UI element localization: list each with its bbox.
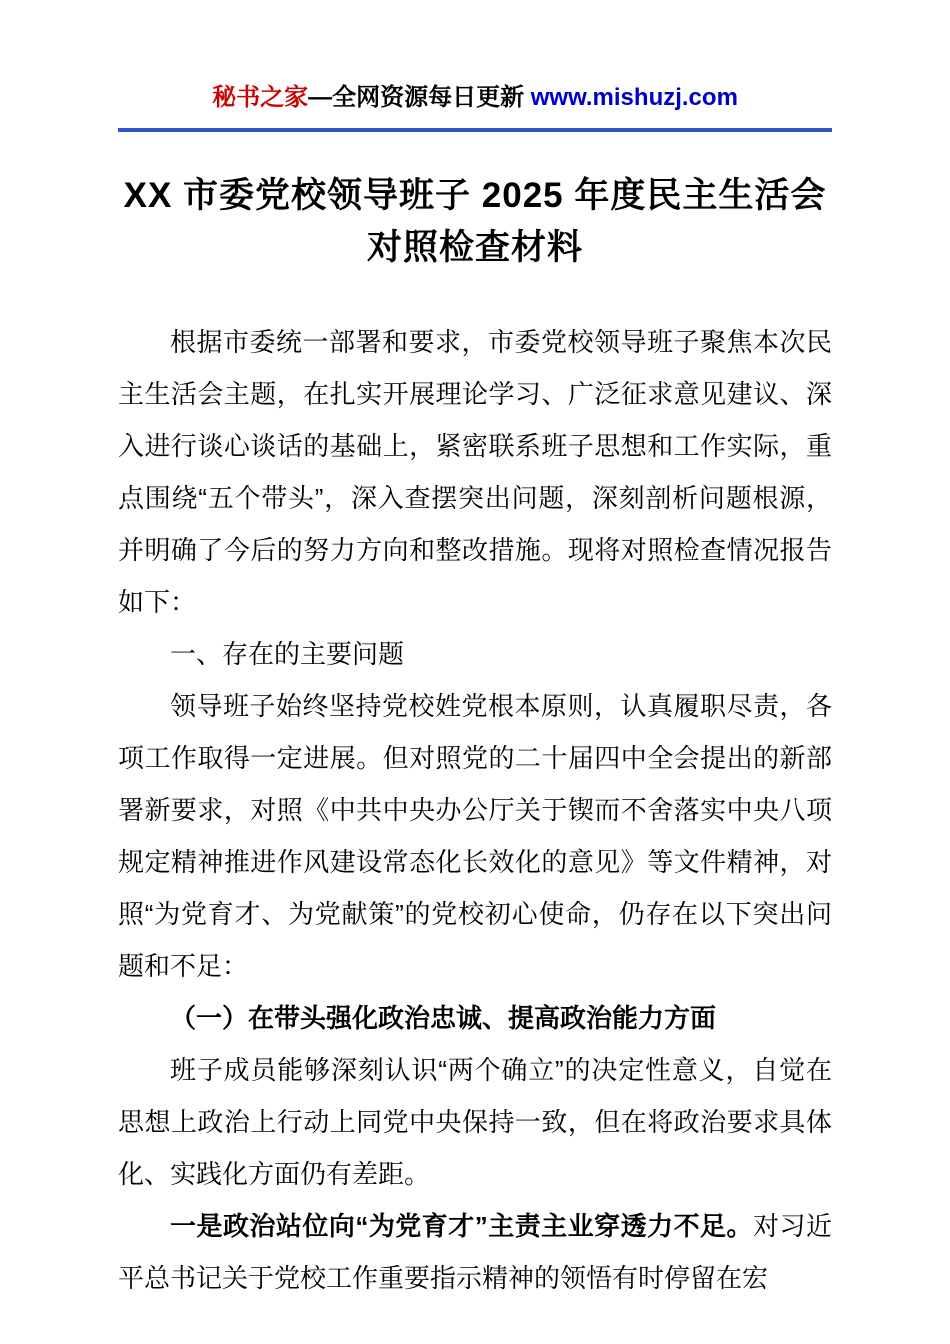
site-url-link[interactable]: www.mishuzj.com: [530, 84, 738, 111]
site-name: 秘书之家: [212, 84, 309, 111]
paragraph-point-one: [118, 1200, 832, 1304]
site-header: [118, 82, 832, 132]
point-one-lead: 一是政治站位向“为党育才”主责主业穿透力不足。: [170, 1211, 754, 1241]
document-body: [118, 316, 832, 1304]
document-title: XX 市委党校领导班子 2025 年度民主生活会对照检查材料: [123, 176, 827, 267]
paragraph-overview: 领导班子始终坚持党校姓党根本原则，认真履职尽责，各项工作取得一定进展。但对照党的二十届四中全会提出的新部署新要求，对照《中共中央办公厅关于锲而不舍落实中央八项规定精神推进作风建设常态化长效化的意见》等文件精神，对照“为党育才、为党献策”的党校初心使命，仍存在以下突出问题和不足：: [118, 691, 832, 981]
section-heading-main-problems: 一、存在的主要问题: [170, 639, 405, 669]
site-tagline: —全网资源每日更新: [308, 84, 531, 111]
subsection-heading-political-loyalty: （一）在带头强化政治忠诚、提高政治能力方面: [170, 1003, 717, 1033]
point-one-text: 对习近平总书记关于党校工作重要指示精神的领悟有时停留在宏: [118, 1211, 832, 1293]
paragraph-intro: 根据市委统一部署和要求，市委党校领导班子聚焦本次民主生活会主题，在扎实开展理论学习、广泛征求意见建议、深入进行谈心谈话的基础上，紧密联系班子思想和工作实际，重点围绕“五个带头”，深入查摆突出问题，深刻剖析问题根源，并明确了今后的努力方向和整改措施。现将对照检查情况报告如下：: [118, 327, 832, 617]
paragraph-political-awareness: 班子成员能够深刻认识“两个确立”的决定性意义，自觉在思想上政治上行动上同党中央保持一致，但在将政治要求具体化、实践化方面仍有差距。: [118, 1055, 832, 1189]
